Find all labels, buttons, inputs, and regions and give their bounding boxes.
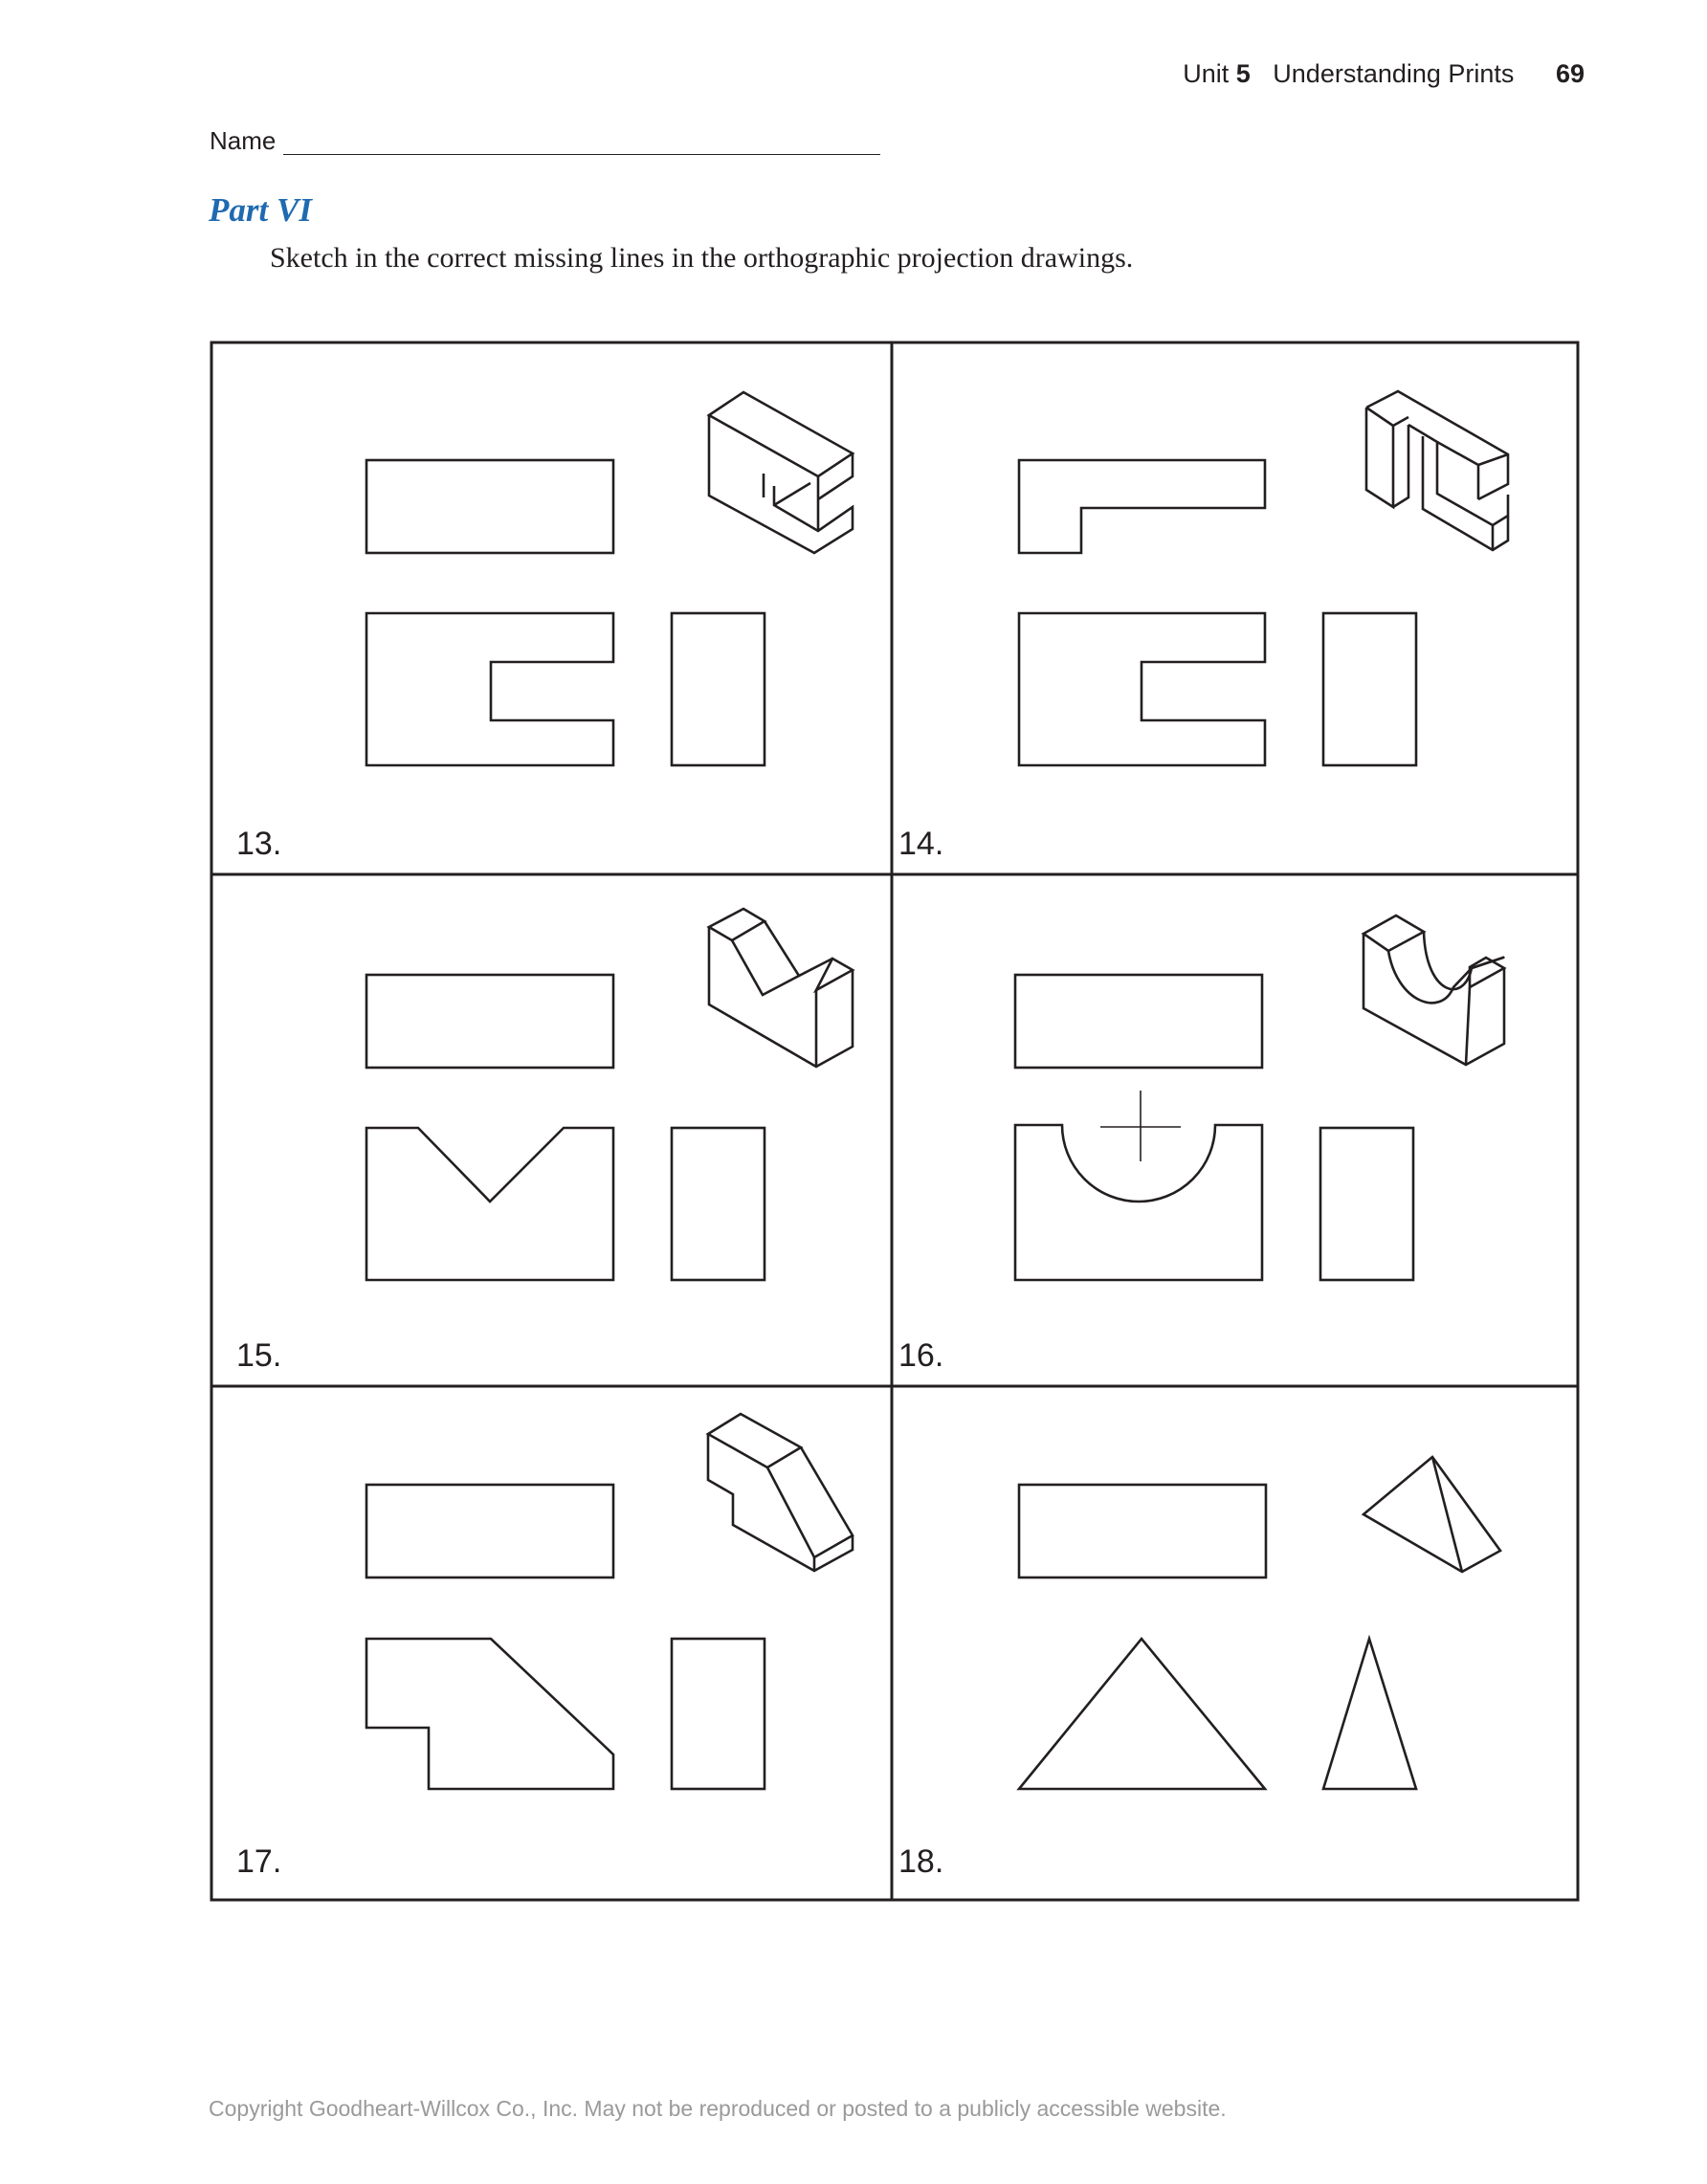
problem-16-drawing: [1015, 916, 1504, 1280]
front-view: [1019, 1639, 1265, 1789]
isometric-view: [1366, 391, 1508, 550]
front-view: [1019, 613, 1265, 765]
side-view: [672, 613, 765, 765]
isometric-view: [708, 1414, 853, 1571]
top-view: [366, 1485, 613, 1577]
grid-frame: [211, 342, 1578, 1900]
isometric-view: [1363, 916, 1504, 1065]
isometric-view: [1363, 1457, 1500, 1572]
instructions: Sketch in the correct missing lines in the orthographic projection drawings.: [270, 242, 1134, 274]
problem-number-14: 14.: [898, 826, 944, 862]
top-view: [366, 460, 613, 553]
top-view: [1019, 1485, 1266, 1577]
problem-15-drawing: [366, 909, 853, 1280]
problem-number-16: 16.: [898, 1337, 944, 1374]
side-view: [1323, 1639, 1416, 1789]
problem-number-18: 18.: [898, 1843, 944, 1880]
problem-number-17: 17.: [236, 1843, 282, 1880]
problem-18-drawing: [1019, 1457, 1500, 1789]
unit-label: Unit: [1183, 59, 1230, 88]
problem-13-drawing: [366, 392, 853, 765]
page-number: 69: [1555, 59, 1585, 88]
problem-14-drawing: [1019, 391, 1508, 765]
top-view: [1019, 460, 1265, 553]
unit-number: 5: [1235, 59, 1251, 88]
problem-number-13: 13.: [236, 826, 282, 862]
side-view: [672, 1639, 765, 1789]
problem-number-15: 15.: [236, 1337, 282, 1374]
isometric-view: [709, 392, 853, 553]
side-view: [1323, 613, 1416, 765]
name-label: Name: [210, 126, 277, 155]
top-view: [1015, 975, 1262, 1068]
front-view: [1015, 1125, 1262, 1280]
side-view: [1320, 1128, 1413, 1280]
front-view: [366, 1639, 613, 1789]
unit-title: Understanding Prints: [1273, 59, 1515, 88]
front-view: [366, 613, 613, 765]
top-view: [366, 975, 613, 1068]
isometric-view: [709, 909, 853, 1067]
side-view: [672, 1128, 765, 1280]
front-view: [366, 1128, 613, 1280]
part-title: Part VI: [209, 191, 312, 229]
copyright-footer: Copyright Goodheart-Willcox Co., Inc. May not be reproduced or posted to a publicly accessible website.: [209, 2096, 1227, 2121]
center-mark: [1100, 1091, 1181, 1161]
problem-17-drawing: [366, 1414, 853, 1789]
